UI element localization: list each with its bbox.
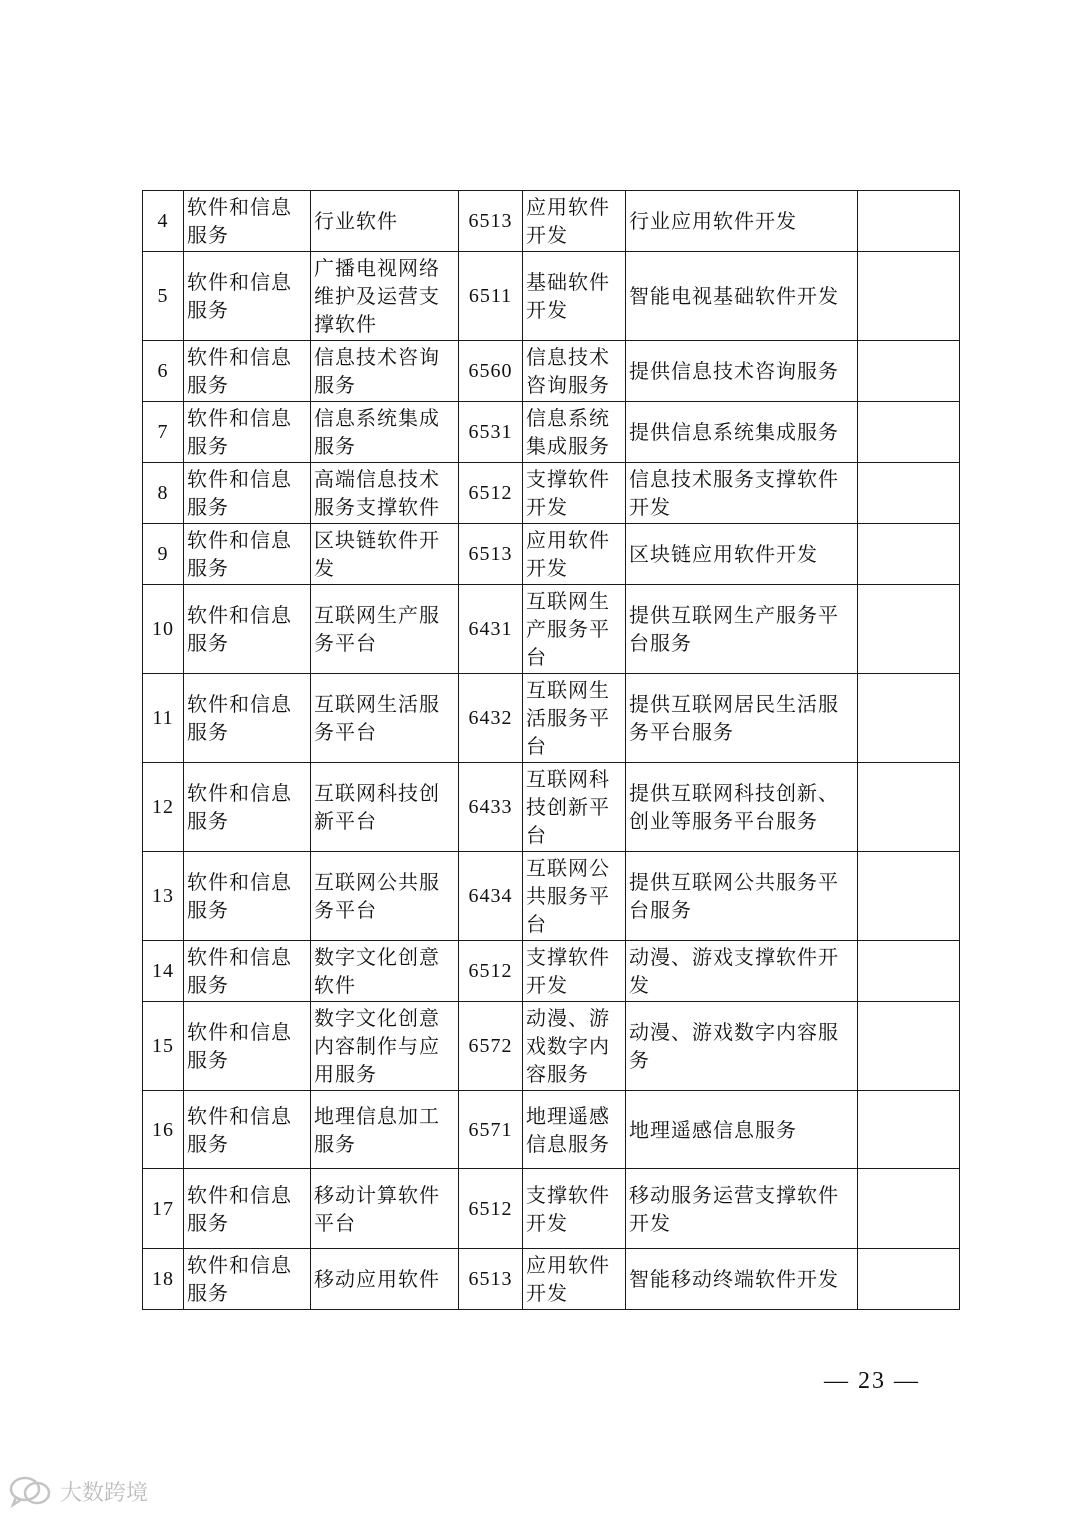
note-cell [858, 852, 960, 941]
category-cell: 软件和信息服务 [184, 763, 311, 852]
table-body [143, 191, 960, 1310]
content-cell: 提供互联网居民生活服务平台服务 [626, 674, 858, 763]
note-cell [858, 341, 960, 402]
row-number: 14 [143, 941, 184, 1002]
code-name-cell: 信息系统集成服务 [523, 402, 626, 463]
table-row [143, 1002, 960, 1091]
table-row [143, 941, 960, 1002]
code-name-cell: 支撑软件开发 [523, 941, 626, 1002]
row-number: 4 [143, 191, 184, 252]
item-cell: 广播电视网络维护及运营支撑软件 [311, 252, 459, 341]
page-number: — 23 — [824, 1368, 920, 1394]
industry-code-cell: 6572 [459, 1002, 523, 1091]
code-name-cell: 支撑软件开发 [523, 1169, 626, 1249]
content-cell: 提供互联网科技创新、创业等服务平台服务 [626, 763, 858, 852]
category-cell: 软件和信息服务 [184, 1002, 311, 1091]
industry-code-cell: 6513 [459, 1249, 523, 1310]
content-cell: 移动服务运营支撑软件开发 [626, 1169, 858, 1249]
code-name-cell: 互联网科技创新平台 [523, 763, 626, 852]
category-cell: 软件和信息服务 [184, 252, 311, 341]
row-number: 13 [143, 852, 184, 941]
row-number: 7 [143, 402, 184, 463]
table-row [143, 1249, 960, 1310]
industry-code-cell: 6512 [459, 463, 523, 524]
code-name-cell: 地理遥感信息服务 [523, 1091, 626, 1169]
item-cell: 信息系统集成服务 [311, 402, 459, 463]
table-row [143, 585, 960, 674]
category-cell: 软件和信息服务 [184, 585, 311, 674]
watermark-text: 大数跨境 [60, 1480, 149, 1506]
table-row [143, 763, 960, 852]
note-cell [858, 1002, 960, 1091]
item-cell: 地理信息加工服务 [311, 1091, 459, 1169]
note-cell [858, 1249, 960, 1310]
table-row [143, 674, 960, 763]
industry-code-cell: 6513 [459, 191, 523, 252]
content-cell: 智能电视基础软件开发 [626, 252, 858, 341]
row-number: 5 [143, 252, 184, 341]
code-name-cell: 互联网生产服务平台 [523, 585, 626, 674]
content-cell: 提供互联网生产服务平台服务 [626, 585, 858, 674]
industry-code-cell: 6531 [459, 402, 523, 463]
note-cell [858, 585, 960, 674]
content-cell: 智能移动终端软件开发 [626, 1249, 858, 1310]
item-cell: 移动应用软件 [311, 1249, 459, 1310]
content-cell: 区块链应用软件开发 [626, 524, 858, 585]
table-row [143, 463, 960, 524]
row-number: 12 [143, 763, 184, 852]
item-cell: 互联网公共服务平台 [311, 852, 459, 941]
category-cell: 软件和信息服务 [184, 1169, 311, 1249]
row-number: 16 [143, 1091, 184, 1169]
category-cell: 软件和信息服务 [184, 463, 311, 524]
row-number: 8 [143, 463, 184, 524]
code-name-cell: 基础软件开发 [523, 252, 626, 341]
code-name-cell: 应用软件开发 [523, 191, 626, 252]
code-name-cell: 动漫、游戏数字内容服务 [523, 1002, 626, 1091]
item-cell: 数字文化创意内容制作与应用服务 [311, 1002, 459, 1091]
category-cell: 软件和信息服务 [184, 1249, 311, 1310]
industry-code-cell: 6513 [459, 524, 523, 585]
industry-code-cell: 6571 [459, 1091, 523, 1169]
category-cell: 软件和信息服务 [184, 402, 311, 463]
table-row [143, 191, 960, 252]
row-number: 15 [143, 1002, 184, 1091]
item-cell: 互联网科技创新平台 [311, 763, 459, 852]
note-cell [858, 763, 960, 852]
note-cell [858, 524, 960, 585]
code-name-cell: 应用软件开发 [523, 524, 626, 585]
category-cell: 软件和信息服务 [184, 941, 311, 1002]
content-cell: 动漫、游戏支撑软件开发 [626, 941, 858, 1002]
item-cell: 区块链软件开发 [311, 524, 459, 585]
note-cell [858, 674, 960, 763]
content-cell: 提供信息技术咨询服务 [626, 341, 858, 402]
item-cell: 行业软件 [311, 191, 459, 252]
industry-code-cell: 6433 [459, 763, 523, 852]
industry-code-cell: 6512 [459, 1169, 523, 1249]
note-cell [858, 941, 960, 1002]
industry-table [142, 190, 960, 1310]
content-cell: 动漫、游戏数字内容服务 [626, 1002, 858, 1091]
table-row [143, 1169, 960, 1249]
row-number: 17 [143, 1169, 184, 1249]
category-cell: 软件和信息服务 [184, 191, 311, 252]
row-number: 18 [143, 1249, 184, 1310]
row-number: 6 [143, 341, 184, 402]
table-row [143, 341, 960, 402]
watermark [8, 1468, 148, 1514]
note-cell [858, 463, 960, 524]
table-row [143, 1091, 960, 1169]
code-name-cell: 互联网公共服务平台 [523, 852, 626, 941]
item-cell: 数字文化创意软件 [311, 941, 459, 1002]
industry-code-cell: 6560 [459, 341, 523, 402]
item-cell: 信息技术咨询服务 [311, 341, 459, 402]
content-cell: 地理遥感信息服务 [626, 1091, 858, 1169]
chat-bubbles-icon [8, 1474, 54, 1508]
item-cell: 互联网生活服务平台 [311, 674, 459, 763]
category-cell: 软件和信息服务 [184, 524, 311, 585]
code-name-cell: 信息技术咨询服务 [523, 341, 626, 402]
category-cell: 软件和信息服务 [184, 674, 311, 763]
industry-code-cell: 6512 [459, 941, 523, 1002]
table-row [143, 252, 960, 341]
table-row [143, 852, 960, 941]
row-number: 9 [143, 524, 184, 585]
content-cell: 提供信息系统集成服务 [626, 402, 858, 463]
item-cell: 高端信息技术服务支撑软件 [311, 463, 459, 524]
category-cell: 软件和信息服务 [184, 852, 311, 941]
item-cell: 互联网生产服务平台 [311, 585, 459, 674]
category-cell: 软件和信息服务 [184, 1091, 311, 1169]
note-cell [858, 252, 960, 341]
industry-code-cell: 6432 [459, 674, 523, 763]
industry-code-cell: 6431 [459, 585, 523, 674]
code-name-cell: 互联网生活服务平台 [523, 674, 626, 763]
row-number: 10 [143, 585, 184, 674]
code-name-cell: 应用软件开发 [523, 1249, 626, 1310]
note-cell [858, 191, 960, 252]
content-cell: 提供互联网公共服务平台服务 [626, 852, 858, 941]
industry-code-cell: 6511 [459, 252, 523, 341]
row-number: 11 [143, 674, 184, 763]
industry-code-cell: 6434 [459, 852, 523, 941]
content-cell: 信息技术服务支撑软件开发 [626, 463, 858, 524]
table-row [143, 402, 960, 463]
item-cell: 移动计算软件平台 [311, 1169, 459, 1249]
code-name-cell: 支撑软件开发 [523, 463, 626, 524]
note-cell [858, 1169, 960, 1249]
note-cell [858, 1091, 960, 1169]
category-cell: 软件和信息服务 [184, 341, 311, 402]
content-cell: 行业应用软件开发 [626, 191, 858, 252]
note-cell [858, 402, 960, 463]
table-row [143, 524, 960, 585]
